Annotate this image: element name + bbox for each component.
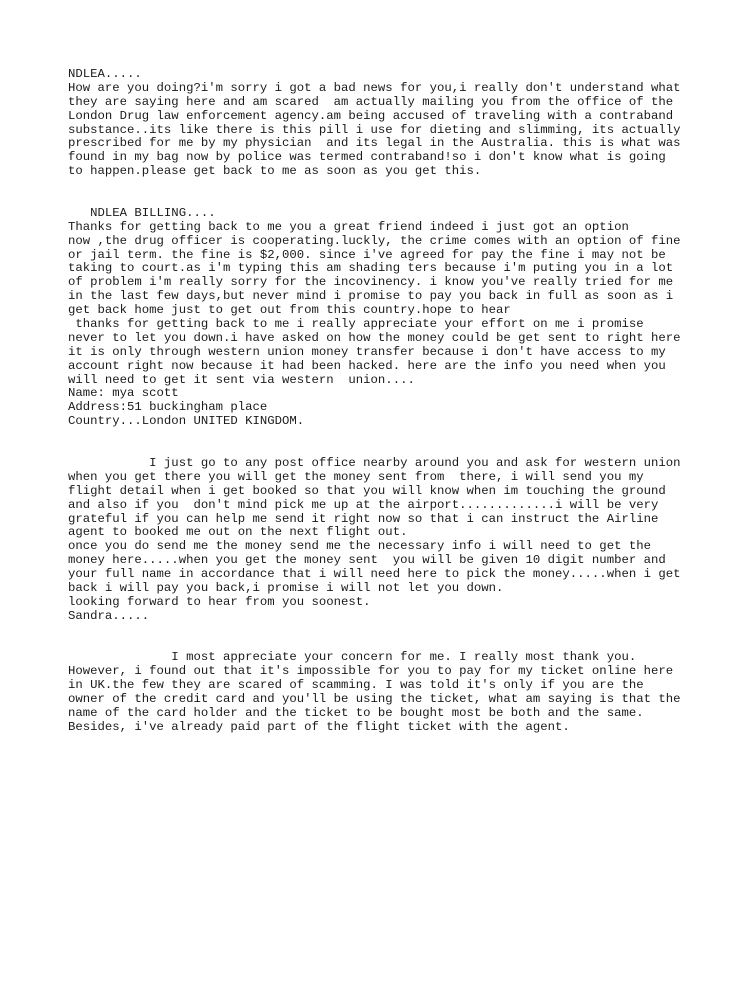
text-line: taking to court.as i'm typing this am shading ters because i'm puting you in a lot [68, 261, 674, 276]
text-line: they are saying here and am scared am actually mailing you from the office of the [68, 94, 674, 109]
text-line: found in my bag now by police was termed contraband!so i don't know what is going [68, 150, 666, 165]
blank-line [68, 429, 708, 443]
document-body [68, 68, 708, 735]
text-line: when you get there you will get the money sent from there, i will send you my [68, 469, 644, 484]
text-line: owner of the credit card and you'll be using the ticket, what am saying is that the [68, 692, 681, 707]
text-line: I just go to any post office nearby around you and ask for western union [68, 455, 681, 470]
text-line: However, i found out that it's impossible for you to pay for my ticket online here [68, 664, 674, 679]
text-line: I most appreciate your concern for me. I really most thank you. [68, 650, 637, 665]
signature: Sandra..... [68, 608, 150, 623]
text-line: substance..its like there is this pill i use for dieting and slimming, its actually [68, 122, 681, 137]
text-line: prescribed for me by my physician and its legal in the Australia. this is what was [68, 136, 681, 151]
text-line: thanks for getting back to me i really appreciate your effort on me i promise [68, 317, 644, 332]
text-line: of problem i'm really sorry for the incovinency. i know you've really tried for me [68, 275, 674, 290]
text-line: account right now because it had been hacked. here are the info you need when you [68, 358, 666, 373]
text-line: once you do send me the money send me the necessary info i will need to get the [68, 539, 651, 554]
section-ticket-concern [68, 651, 708, 734]
blank-line [68, 624, 708, 638]
text-line: in UK.the few they are scared of scamming. I was told it's only if you are the [68, 678, 644, 693]
text-line: Thanks for getting back to me you a great friend indeed i just got an option [68, 219, 629, 234]
text-line: London Drug law enforcement agency.am being accused of traveling with a contraband [68, 108, 674, 123]
section-ndlea-billing [68, 207, 708, 457]
section-western-union-instructions [68, 457, 708, 651]
text-line: to happen.please get back to me as soon as you get this. [68, 164, 482, 179]
recipient-address: Address:51 buckingham place [68, 400, 268, 415]
text-line: Besides, i've already paid part of the flight ticket with the agent. [68, 719, 570, 734]
text-line: flight detail when i get booked so that you will know when im touching the ground [68, 483, 666, 498]
text-line: it is only through western union money transfer because i don't have access to my [68, 344, 666, 359]
recipient-country: Country...London UNITED KINGDOM. [68, 414, 305, 429]
text-line: never to let you down.i have asked on how the money could be get sent to right here [68, 330, 681, 345]
blank-line [68, 638, 708, 652]
text-line: in the last few days,but never mind i promise to pay you back in full as soon as i [68, 289, 674, 304]
text-line: back i will pay you back,i promise i will not let you down. [68, 580, 504, 595]
text-line: or jail term. the fine is $2,000. since i've agreed for pay the fine i may not be [68, 247, 666, 262]
section-heading: NDLEA..... [68, 67, 142, 81]
text-line: grateful if you can help me send it right now so that i can instruct the Airline [68, 511, 659, 526]
text-line: agent to booked me out on the next flight out. [68, 525, 408, 540]
text-line: looking forward to hear from you soonest. [68, 594, 371, 609]
text-line: your full name in accordance that i will need here to pick the money.....when i get [68, 567, 681, 582]
text-line: get back home just to get out from this country.hope to hear [68, 303, 511, 318]
section-heading: NDLEA BILLING.... [68, 205, 216, 220]
blank-line [68, 179, 708, 193]
text-line: now ,the drug officer is cooperating.luckly, the crime comes with an option of fine [68, 233, 681, 248]
blank-line [68, 443, 708, 457]
text-line: money here.....when you get the money sent you will be given 10 digit number and [68, 553, 666, 568]
text-line: and also if you don't mind pick me up at the airport.............i will be very [68, 497, 659, 512]
text-line: will need to get it sent via western union.... [68, 372, 415, 387]
blank-line [68, 193, 708, 207]
section-ndlea-intro [68, 68, 708, 207]
text-line: How are you doing?i'm sorry i got a bad news for you,i really don't understand what [68, 80, 681, 95]
text-line: name of the card holder and the ticket to be bought most be both and the same. [68, 705, 644, 720]
recipient-name: Name: mya scott [68, 386, 179, 401]
